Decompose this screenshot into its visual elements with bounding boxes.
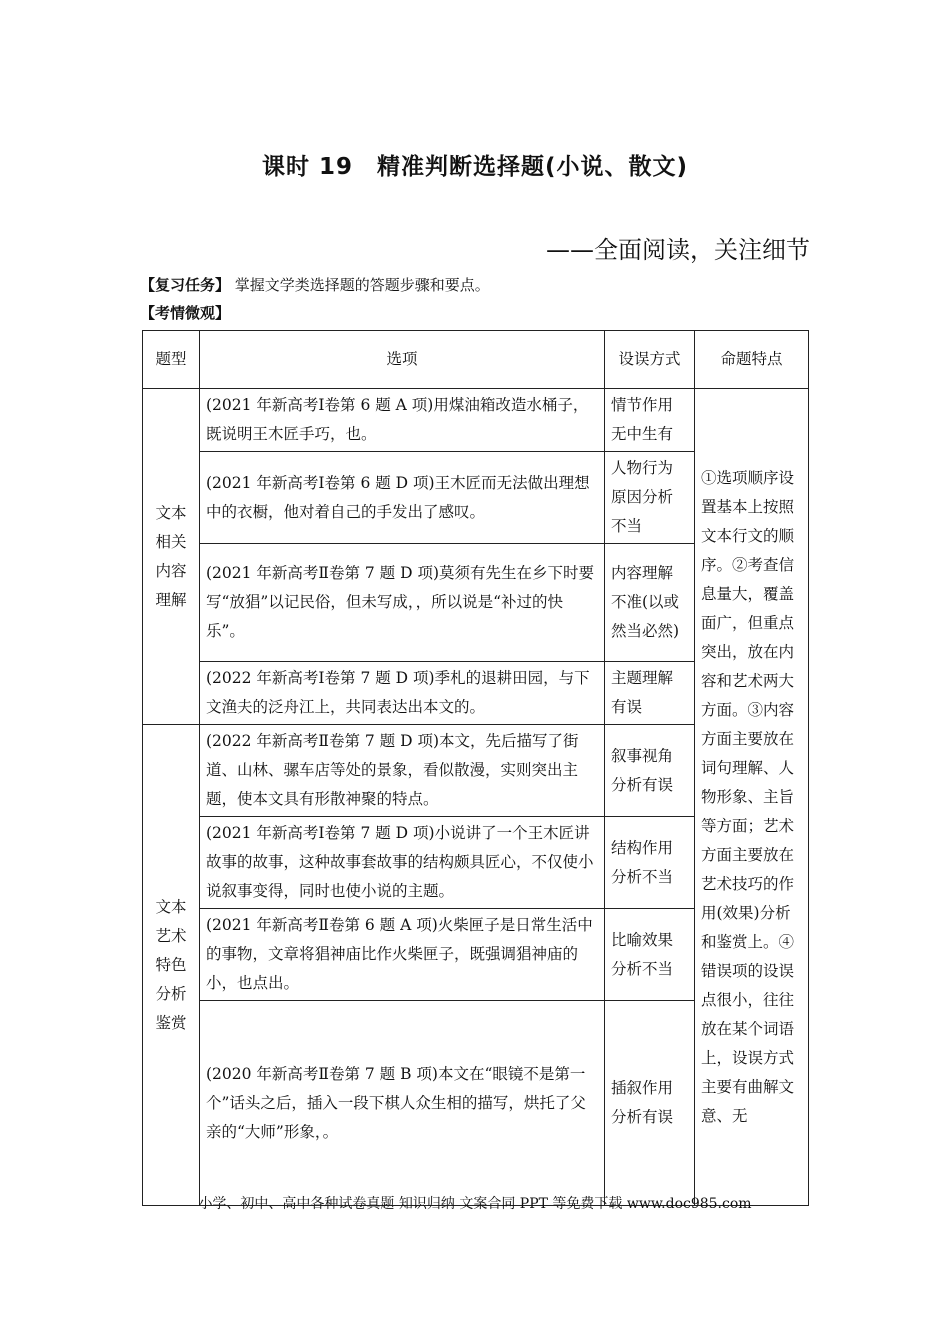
option-cell: (2021 年新高考Ⅱ卷第 6 题 A 项)火柴匣子是日常生活中的事物，文章将猖神庙比作火柴匣子，既强调猖神庙的小，也点出。 [200,909,605,1001]
way-cell: 结构作用分析不当 [605,817,695,909]
way-cell: 比喻效果分析不当 [605,909,695,1001]
table-header-row [143,331,809,389]
option-cell: (2021 年新高考Ⅰ卷第 6 题 A 项)用煤油箱改造水桶子，既说明王木匠手巧，也。 [200,389,605,452]
review-task [140,274,490,295]
option-cell: (2021 年新高考Ⅰ卷第 7 题 D 项)小说讲了一个王木匠讲故事的故事，这种故事套故事的结构颇具匠心，不仅使小说叙事变得，同时也使小说的主题。 [200,817,605,909]
option-cell: (2021 年新高考Ⅱ卷第 7 题 D 项)莫须有先生在乡下时要写“放猖”以记民俗，但未写成，，所以说是“补过的快乐”。 [200,544,605,662]
header-way: 设误方式 [605,331,695,389]
page-title: 课时 19 精准判断选择题(小说、散文) [261,154,689,180]
option-cell: (2022 年新高考Ⅱ卷第 7 题 D 项)本文，先后描写了街道、山林、骡车店等处的景象，看似散漫，实则突出主题，使本文具有形散神聚的特点。 [200,725,605,817]
review-task-text: 掌握文学类选择题的答题步骤和要点。 [234,276,490,294]
option-cell: (2021 年新高考Ⅰ卷第 6 题 D 项)王木匠而无法做出理想中的衣橱，他对着自己的手发出了感叹。 [200,452,605,544]
page-subtitle: ——全面阅读，关注细节 [546,236,810,264]
way-cell: 叙事视角分析有误 [605,725,695,817]
header-feature: 命题特点 [695,331,809,389]
exam-analysis-table [142,330,809,1206]
table-row [143,389,809,452]
header-type: 题型 [143,331,200,389]
way-cell: 主题理解有误 [605,662,695,725]
page-footer: 小学、初中、高中各种试卷真题 知识归纳 文案合同 PPT 等免费下载 www.doc985.com [198,1196,752,1212]
way-cell: 插叙作用分析有误 [605,1001,695,1206]
section-label-text: 【考情微观】 [140,304,231,322]
features-cell: ①选项顺序设置基本上按照文本行文的顺序。②考查信息量大，覆盖面广，但重点突出，放在内容和艺术两大方面。③内容方面主要放在词句理解、人物形象、主旨等方面；艺术方面主要放在艺术技巧的作用(效果)分析和鉴赏上。④错误项的设误点很小，往往放在某个词语上，设误方式主要有曲解文意、无 [695,389,809,1206]
type-cell-content: 文本相关内容理解 [143,389,200,725]
way-cell: 人物行为原因分析不当 [605,452,695,544]
way-cell: 情节作用无中生有 [605,389,695,452]
option-cell: (2022 年新高考Ⅰ卷第 7 题 D 项)季札的退耕田园，与下文渔夫的泛舟江上，共同表达出本文的。 [200,662,605,725]
type-cell-art: 文本艺术特色分析鉴赏 [143,725,200,1206]
review-task-label: 【复习任务】 [140,276,231,294]
option-cell: (2020 年新高考Ⅱ卷第 7 题 B 项)本文在“眼镜不是第一个”话头之后，插入一段下棋人众生相的描写，烘托了父亲的“大师”形象，。 [200,1001,605,1206]
header-option: 选项 [200,331,605,389]
section-label [140,302,230,323]
way-cell: 内容理解不准(以或然当必然) [605,544,695,662]
